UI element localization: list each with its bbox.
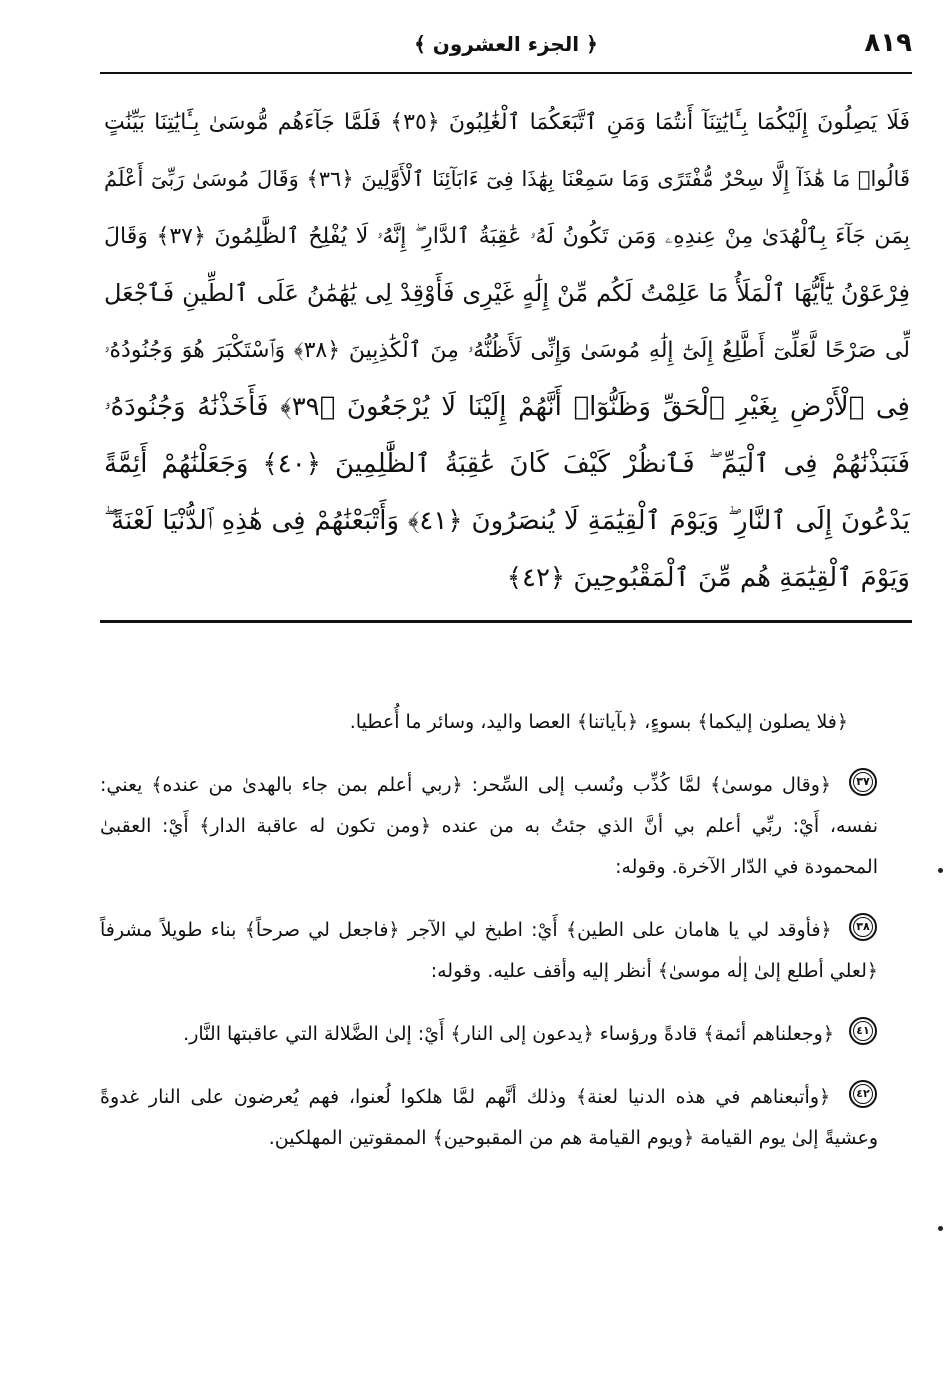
verse-number: ٣٨ <box>856 920 870 933</box>
verse-line: فَنَبَذْنَٰهُمْ فِى ٱلْيَمِّ ۖ فَٱنظُرْ كَيْفَ كَانَ عَٰقِبَةُ ٱلظَّٰلِمِينَ ﴿٤٠﴾ وَجَعَلْنَٰهُمْ أَئِمَّةً <box>104 449 910 479</box>
margin-dot <box>938 868 943 873</box>
verse-line: يَدْعُونَ إِلَى ٱلنَّارِ ۖ وَيَوْمَ ٱلْقِيَٰمَةِ لَا يُنصَرُونَ ﴿٤١﴾ وَأَتْبَعْنَٰهُمْ فِى هَٰذِهِ ٱلدُّنْيَا لَعْنَةً ۖ <box>104 506 910 536</box>
verse-line: لِّى صَرْحًا لَّعَلِّىٓ أَطَّلِعُ إِلَىٰٓ إِلَٰهِ مُوسَىٰ وَإِنِّى لَأَظُنُّهُۥ مِنَ ٱلْكَٰذِبِينَ ﴿٣٨﴾ وَٱسْتَكْبَرَ هُوَ وَجُنُودُهُۥ <box>104 338 910 363</box>
verse-line: فِرْعَوْنُ يَٰٓأَيُّهَا ٱلْمَلَأُ مَا عَلِمْتُ لَكُم مِّنْ إِلَٰهٍ غَيْرِى فَأَوْقِدْ لِى يَٰهَٰمَٰنُ عَلَى ٱلطِّينِ فَٱجْعَل <box>104 279 910 307</box>
margin-dot <box>938 1226 943 1231</box>
commentary-text: ﴿وجعلناهم أئمة﴾ قادةً ورؤساء ﴿يدعون إلى النار﴾ أَيْ: إلىٰ الضَّلالة التي عاقبتها النَّار. <box>183 1023 834 1045</box>
page-header <box>100 22 912 68</box>
commentary-paragraph <box>100 1077 878 1159</box>
verse-number-icon <box>848 1016 878 1046</box>
verse-line: فِى ٱلْأَرْضِ بِغَيْرِ ٱلْحَقِّ وَظَنُّوٓا۟ أَنَّهُمْ إِلَيْنَا لَا يُرْجَعُونَ ﴿٣٩﴾ فَأَخَذْنَٰهُ وَجُنُودَهُۥ <box>104 392 910 422</box>
commentary-paragraph <box>100 910 878 992</box>
commentary-text: ﴿وأتبعناهم في هذه الدنيا لعنة﴾ وذلك أنَّهم لمَّا هلكوا لُعنوا، فهم يُعرضون على النار غدوةً وعشيةً إلىٰ يوم القيامة ﴿ويوم القيامة هم من المقبوحين﴾ الممقوتين المهلكين. <box>100 1086 878 1149</box>
verse-line: فَلَا يَصِلُونَ إِلَيْكُمَا بِـَٔايَٰتِنَآ أَنتُمَا وَمَنِ ٱتَّبَعَكُمَا ٱلْغَٰلِبُونَ ﴿٣٥﴾ فَلَمَّا جَآءَهُم مُّوسَىٰ بِـَٔايَٰتِنَا بَيِّنَٰتٍ <box>104 110 910 135</box>
running-title: ﴿ الجزء العشرون ﴾ <box>414 32 598 56</box>
verse-line: قَالُوا۟ مَا هَٰذَآ إِلَّا سِحْرٌ مُّفْتَرًى وَمَا سَمِعْنَا بِهَٰذَا فِىٓ ءَابَآئِنَا ٱلْأَوَّلِينَ ﴿٣٦﴾ وَقَالَ مُوسَىٰ رَبِّىٓ أَعْلَمُ <box>104 167 910 191</box>
commentary-paragraph <box>100 1014 878 1055</box>
commentary-text: ﴿فلا يصلون إليكما﴾ بسوءٍ، ﴿بآياتنا﴾ العصا واليد، وسائر ما أُعطيا. <box>349 711 848 733</box>
page-number: ٨١٩ <box>864 28 912 58</box>
verse-number-icon <box>848 767 878 797</box>
commentary-intro <box>100 702 878 743</box>
verse-number-icon <box>848 1079 878 1109</box>
verse-line: وَيَوْمَ ٱلْقِيَٰمَةِ هُم مِّنَ ٱلْمَقْبُوحِينَ ﴿٤٢﴾ <box>506 563 910 593</box>
verse-number: ٤٢ <box>856 1087 870 1100</box>
verses-divider <box>100 620 912 623</box>
verse-number: ٤١ <box>856 1024 870 1037</box>
header-divider <box>100 72 912 74</box>
verse-number-icon <box>848 912 878 942</box>
commentary-text: ﴿وقال موسىٰ﴾ لمَّا كُذِّب ونُسب إلى السِّحر: ﴿ربي أعلم بمن جاء بالهدىٰ من عنده﴾ يعني: نفسه، أَيْ: ربِّي أعلم بي أنَّ الذي جئتُ به من عنده ﴿ومن تكون له عاقبة الدار﴾ أَيْ: العقبىٰ المحمودة في الدّار الآخرة. وقوله: <box>100 774 878 878</box>
verse-line: بِمَن جَآءَ بِٱلْهُدَىٰ مِنْ عِندِهِۦ وَمَن تَكُونُ لَهُۥ عَٰقِبَةُ ٱلدَّارِ ۖ إِنَّهُۥ لَا يُفْلِحُ ٱلظَّٰلِمُونَ ﴿٣٧﴾ وَقَالَ <box>104 224 910 249</box>
quran-verses-block <box>104 94 910 606</box>
commentary-section <box>100 702 878 1181</box>
verse-number: ٣٧ <box>856 775 870 788</box>
commentary-text: ﴿فأوقد لي يا هامان على الطين﴾ أَيْ: اطبخ لي الآجر ﴿فاجعل لي صرحاً﴾ بناء طويلاً مشرفاً ﴿لعلي أطلع إلىٰ إلٰه موسىٰ﴾ أنظر إليه وأقف عليه. وقوله: <box>100 919 878 982</box>
commentary-paragraph <box>100 765 878 888</box>
